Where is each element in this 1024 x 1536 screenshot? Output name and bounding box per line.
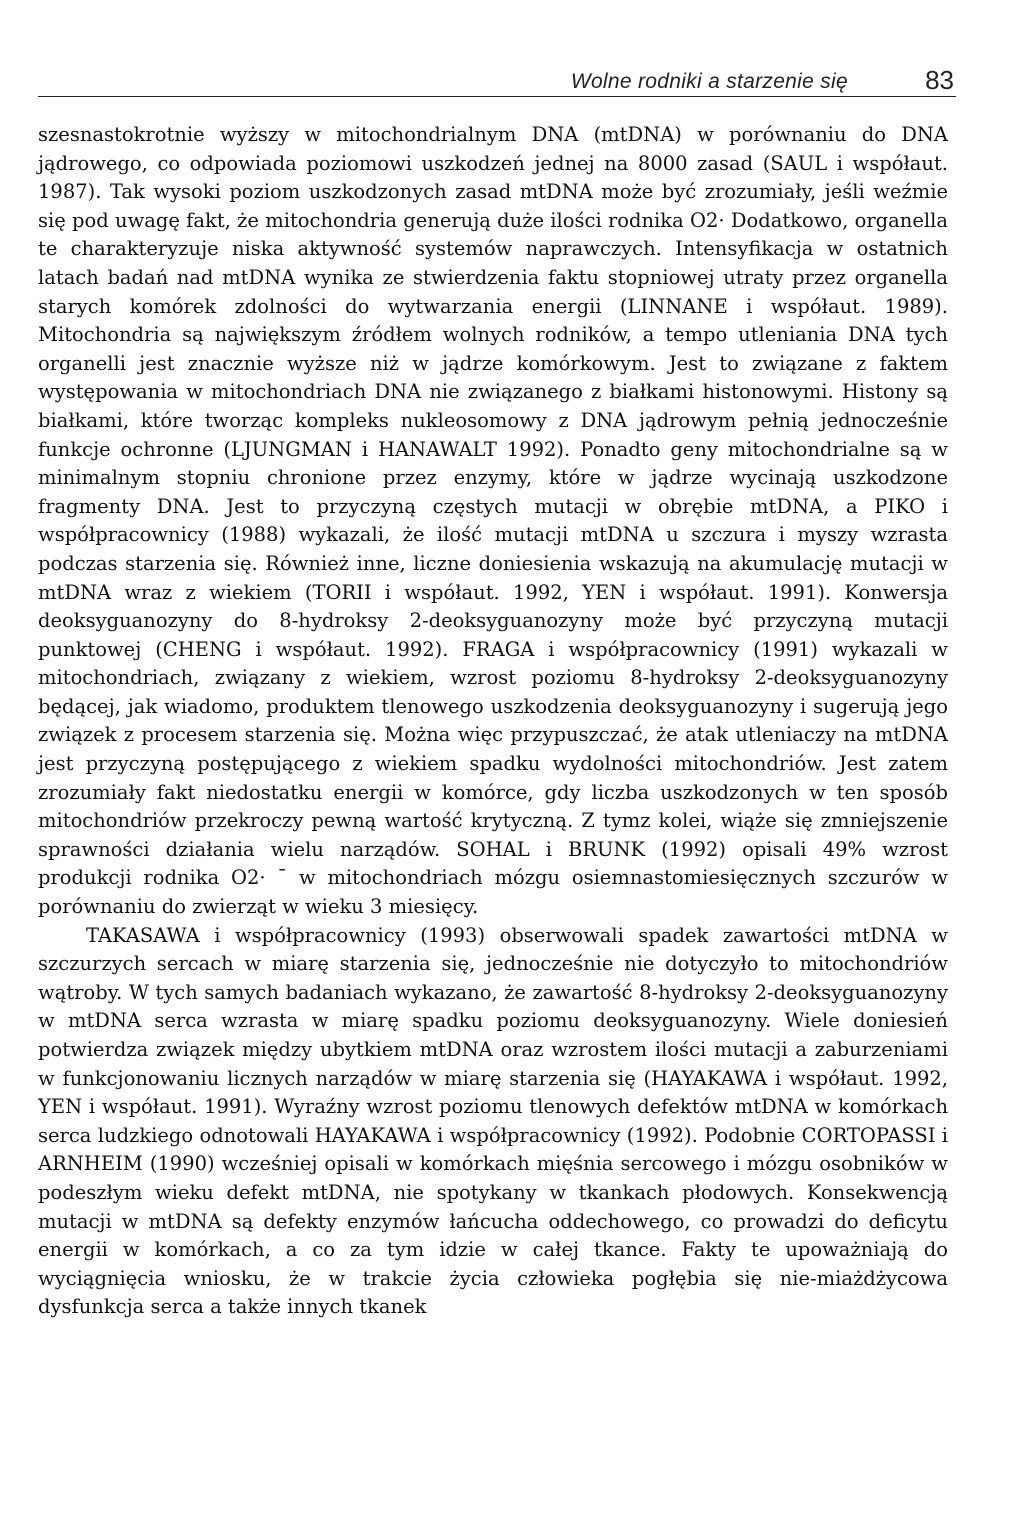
body-text: [38, 121, 948, 1322]
page-number: 83: [925, 65, 954, 95]
running-header: [38, 62, 956, 97]
paragraph: szesnastokrotnie wyższy w mitochondrialnym DNA (mtDNA) w porównaniu do DNA jądrowego, co odpowiada poziomowi uszkodzeń jednej na 8000 zasad (SAUL i współaut. 1987). Tak wysoki poziom uszkodzonych zasad mtDNA może być zrozumiały, jeśli weźmie się pod uwagę fakt, że mitochondria generują duże ilości rodnika O2· Dodatkowo, organella te charakteryzuje niska aktywność systemów naprawczych. Intensyfikacja w ostatnich latach badań nad mtDNA wynika ze stwierdzenia faktu stopniowej utraty przez organella starych komórek zdolności do wytwarzania energii (LINNANE i współaut. 1989). Mitochondria są największym źródłem wolnych rodników, a tempo utleniania DNA tych organelli jest znacznie wyższe niż w jądrze komórkowym. Jest to związane z faktem występowania w mitochondriach DNA nie związanego z białkami histonowymi. Histony są białkami, które tworząc kompleks nukleosomowy z DNA jądrowym pełnią jednocześnie funkcje ochronne (LJUNGMAN i HANAWALT 1992). Ponadto geny mitochondrialne są w minimalnym stopniu chronione przez enzymy, które w jądrze wycinają uszkodzone fragmenty DNA. Jest to przyczyną częstych mutacji w obrębie mtDNA, a PIKO i współpracownicy (1988) wykazali, że ilość mutacji mtDNA u szczura i myszy wzrasta podczas starzenia się. Również inne, liczne doniesienia wskazują na akumulację mutacji w mtDNA wraz z wiekiem (TORII i współaut. 1992, YEN i współaut. 1991). Konwersja deoksyguanozyny do 8-hydroksy 2-deoksyguanozyny może być przyczyną mutacji punktowej (CHENG i współaut. 1992). FRAGA i współpracownicy (1991) wykazali w mitochondriach, związany z wiekiem, wzrost poziomu 8-hydroksy 2-deoksyguanozyny będącej, jak wiadomo, produktem tlenowego uszkodzenia deoksyguanozyny i sugerują jego związek z procesem starzenia się. Można więc przypuszczać, że atak utleniaczy na mtDNA jest przyczyną postępującego z wiekiem spadku wydolności mitochondriów. Jest zatem zrozumiały fakt niedostatku energii w komórce, gdy liczba uszkodzonych w ten sposób mitochondriów przekroczy pewną wartość krytyczną. Z tymz kolei, wiąże się zmniejszenie sprawności działania wielu narządów. SOHAL i BRUNK (1992) opisali 49% wzrost produkcji rodnika O2· ¯ w mitochondriach mózgu osiemnastomiesięcznych szczurów w porównaniu do zwierząt w wieku 3 miesięcy.: [38, 123, 948, 919]
running-title: Wolne rodniki a starzenie się: [570, 70, 848, 93]
paragraph: TAKASAWA i współpracownicy (1993) obserwowali spadek zawartości mtDNA w szczurzych sercach w miarę starzenia się, jednocześnie nie dotyczyło to mitochondriów wątroby. W tych samych badaniach wykazano, że zawartość 8-hydroksy 2-deoksyguanozyny w mtDNA serca wzrasta w miarę spadku poziomu deoksyguanozyny. Wiele doniesień potwierdza związek między ubytkiem mtDNA oraz wzrostem ilości mutacji a zaburzeniami w funkcjonowaniu licznych narządów w miarę starzenia się (HAYAKAWA i współaut. 1992, YEN i współaut. 1991). Wyraźny wzrost poziomu tlenowych defektów mtDNA w komórkach serca ludzkiego odnotowali HAYAKAWA i współpracownicy (1992). Podobnie CORTOPASSI i ARNHEIM (1990) wcześniej opisali w komórkach mięśnia sercowego i mózgu osobników w podeszłym wieku defekt mtDNA, nie spotykany w tkankach płodowych. Konsekwencją mutacji w mtDNA są defekty enzymów łańcucha oddechowego, co prowadzi do deficytu energii w komórkach, a co za tym idzie w całej tkance. Fakty te upoważniają do wyciągnięcia wniosku, że w trakcie życia człowieka pogłębia się nie-miażdżycowa dysfunkcja serca a także innych tkanek: [38, 923, 948, 1319]
